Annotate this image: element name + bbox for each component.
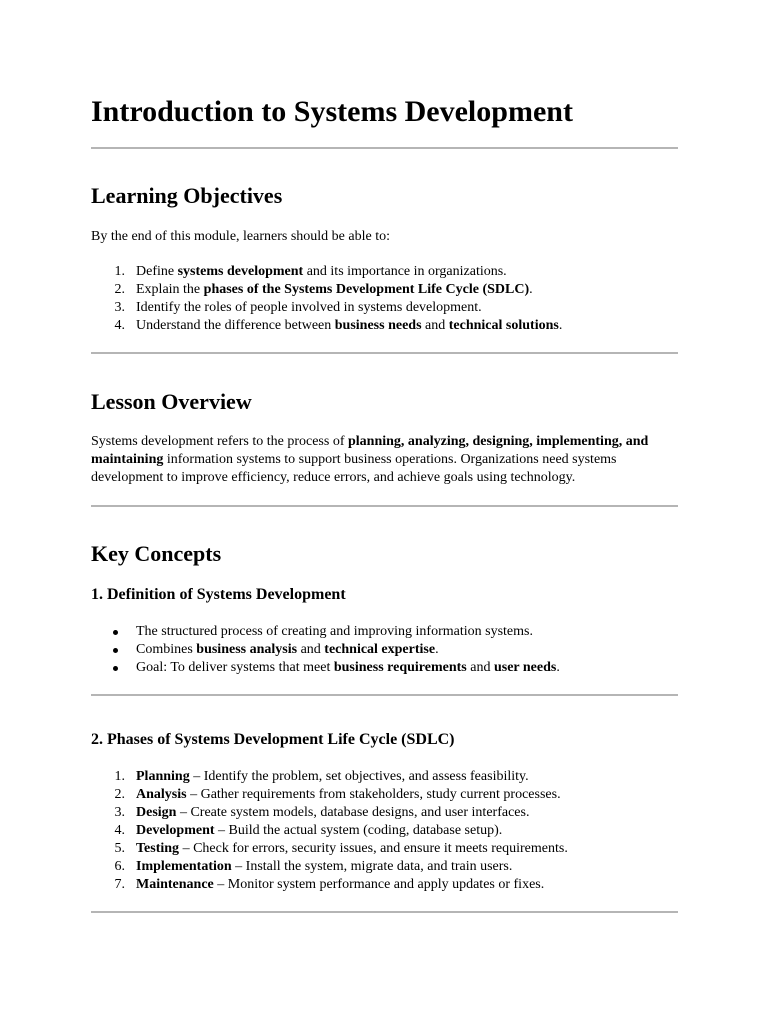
subheading-sdlc-phases: 2. Phases of Systems Development Life Cycle (SDLC) bbox=[91, 731, 455, 748]
divider bbox=[91, 505, 678, 507]
list-number: 4. bbox=[114, 318, 125, 333]
list-item: 6. Implementation – Install the system, migrate data, and train users. bbox=[91, 858, 678, 876]
list-item: Combines business analysis and technical expertise. bbox=[91, 641, 678, 659]
list-item: 1. Define systems development and its importance in organizations. bbox=[91, 263, 678, 281]
list-number: 2. bbox=[114, 787, 125, 802]
list-number: 2. bbox=[114, 282, 125, 297]
list-item: The structured process of creating and improving information systems. bbox=[91, 623, 678, 641]
list-item: 3. Design – Create system models, database designs, and user interfaces. bbox=[91, 804, 678, 822]
overview-paragraph: Systems development refers to the process of planning, analyzing, designing, implementing, and maintaining information systems to support business operations. Organizations need systems development to improve efficiency, reduce errors, and achieve goals using technology. bbox=[91, 434, 649, 485]
list-item: 7. Maintenance – Monitor system performance and apply updates or fixes. bbox=[91, 876, 678, 894]
list-number: 3. bbox=[114, 805, 125, 820]
section-heading-key-concepts: Key Concepts bbox=[91, 541, 222, 566]
divider bbox=[91, 911, 678, 913]
list-item: 3. Identify the roles of people involved in systems development. bbox=[91, 299, 678, 317]
bullet-icon bbox=[113, 648, 118, 653]
subheading-definition: 1. Definition of Systems Development bbox=[91, 586, 346, 603]
bullet-icon bbox=[113, 666, 118, 671]
list-item: 4. Development – Build the actual system (coding, database setup). bbox=[91, 822, 678, 840]
list-item: 2. Explain the phases of the Systems Development Life Cycle (SDLC). bbox=[91, 281, 678, 299]
section-heading-learning-objectives: Learning Objectives bbox=[91, 183, 283, 208]
objectives-list bbox=[91, 263, 678, 335]
list-number: 1. bbox=[114, 264, 125, 279]
section-heading-lesson-overview: Lesson Overview bbox=[91, 389, 252, 414]
divider bbox=[91, 694, 678, 696]
list-item: 1. Planning – Identify the problem, set objectives, and assess feasibility. bbox=[91, 768, 678, 786]
list-number: 1. bbox=[114, 769, 125, 784]
page-title: Introduction to Systems Development bbox=[91, 95, 573, 128]
sdlc-phases-list bbox=[91, 768, 678, 894]
list-item: 4. Understand the difference between business needs and technical solutions. bbox=[91, 317, 678, 335]
list-number: 3. bbox=[114, 300, 125, 315]
divider bbox=[91, 352, 678, 354]
list-item: 2. Analysis – Gather requirements from stakeholders, study current processes. bbox=[91, 786, 678, 804]
list-number: 6. bbox=[114, 859, 125, 874]
objectives-intro: By the end of this module, learners should be able to: bbox=[91, 229, 390, 244]
divider bbox=[91, 147, 678, 149]
list-number: 7. bbox=[114, 877, 125, 892]
list-number: 5. bbox=[114, 841, 125, 856]
bullet-icon bbox=[113, 630, 118, 635]
list-item: 5. Testing – Check for errors, security issues, and ensure it meets requirements. bbox=[91, 840, 678, 858]
definition-list bbox=[91, 623, 678, 677]
list-item: Goal: To deliver systems that meet business requirements and user needs. bbox=[91, 659, 678, 677]
list-number: 4. bbox=[114, 823, 125, 838]
